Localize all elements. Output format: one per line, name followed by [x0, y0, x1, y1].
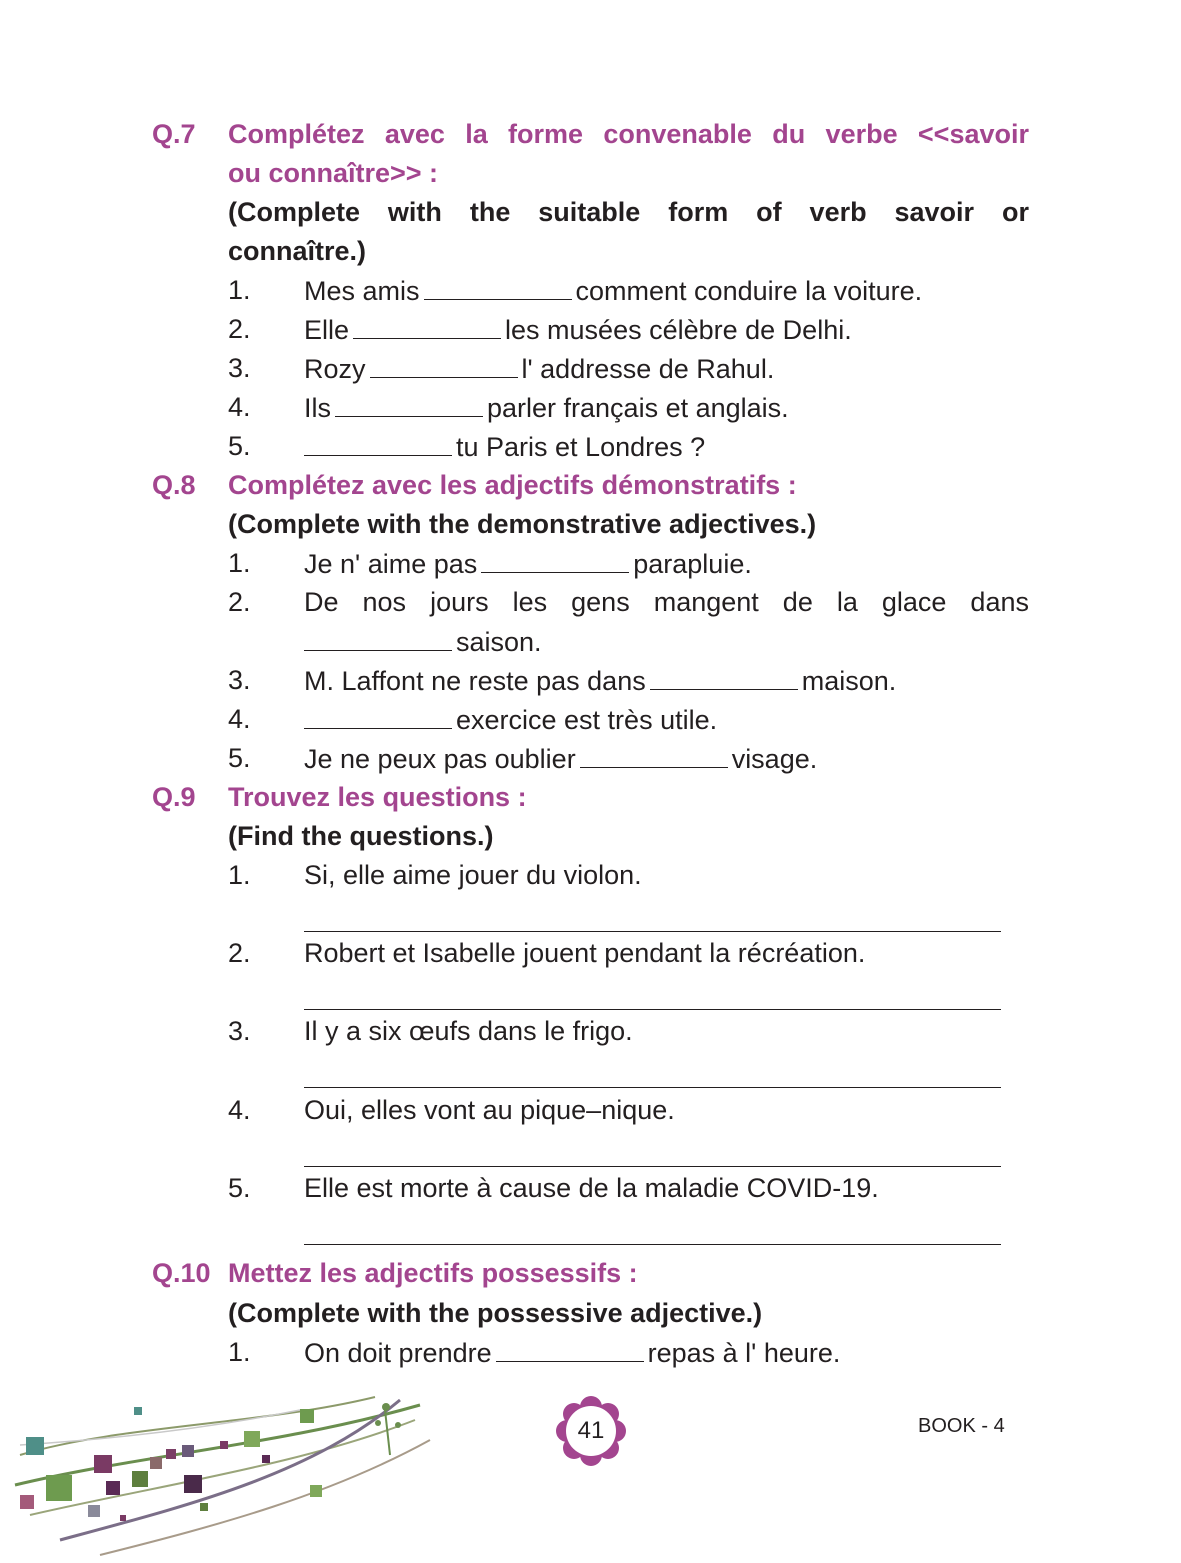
q8-item-3-after: maison.: [801, 666, 897, 696]
question-9-number: Q.9: [152, 782, 196, 812]
q10-item-1-number: 1.: [228, 1337, 251, 1367]
q7-item-3-number: 3.: [228, 353, 251, 383]
q10-item-1-before: On doit prendre: [304, 1338, 492, 1368]
q9-item-3-number: 3.: [228, 1016, 251, 1046]
q7-item-2: [304, 312, 852, 347]
q8-item-3-before: M. Laffont ne reste pas dans: [304, 666, 646, 696]
q8-item-5-blank[interactable]: [580, 741, 728, 768]
q8-item-1: [304, 546, 752, 581]
question-7-title-line2: ou connaître>> :: [228, 158, 439, 188]
question-8-title: Complétez avec les adjectifs démonstratifs :: [228, 470, 797, 500]
q8-item-5-before: Je ne peux pas oublier: [304, 744, 576, 774]
q7-item-5-after: tu Paris et Londres ?: [456, 432, 706, 462]
q9-item-3-answer-line[interactable]: [304, 1087, 1001, 1088]
q7-item-4-blank[interactable]: [335, 390, 483, 417]
q7-item-4-before: Ils: [304, 393, 331, 423]
question-7-title-line1: Complétez avec la forme convenable du verbe <<savoir: [228, 119, 1029, 149]
q8-item-3-blank[interactable]: [650, 663, 798, 690]
q9-item-4-text: Oui, elles vont au pique–nique.: [304, 1095, 675, 1125]
q8-item-4-number: 4.: [228, 704, 251, 734]
q7-item-1-number: 1.: [228, 275, 251, 305]
q8-item-3-number: 3.: [228, 665, 251, 695]
footer-decoration: [0, 1385, 440, 1563]
q8-item-2-number: 2.: [228, 587, 251, 617]
q7-item-1-before: Mes amis: [304, 276, 420, 306]
q7-item-1: [304, 273, 922, 308]
q9-item-1-number: 1.: [228, 860, 251, 890]
q9-item-3-text: Il y a six œufs dans le frigo.: [304, 1016, 633, 1046]
q9-item-5-text: Elle est morte à cause de la maladie COVID-19.: [304, 1173, 879, 1203]
q7-item-3-before: Rozy: [304, 354, 366, 384]
q8-item-5: [304, 741, 817, 776]
q7-item-4-after: parler français et anglais.: [487, 393, 789, 423]
q8-item-2-line2: [304, 624, 542, 659]
q7-item-5: [304, 429, 705, 464]
q9-item-4-answer-line[interactable]: [304, 1166, 1001, 1167]
q9-item-2-text: Robert et Isabelle jouent pendant la récréation.: [304, 938, 866, 968]
q7-item-2-after: les musées célèbre de Delhi.: [505, 315, 852, 345]
question-10-number: Q.10: [152, 1258, 211, 1288]
q8-item-5-number: 5.: [228, 743, 251, 773]
q8-item-1-before: Je n' aime pas: [304, 549, 478, 579]
q8-item-4-after: exercice est très utile.: [456, 705, 718, 735]
question-7-subtitle-line1: (Complete with the suitable form of verb savoir or: [228, 197, 1029, 227]
q10-item-1: [304, 1335, 840, 1370]
question-9-title: Trouvez les questions :: [228, 782, 527, 812]
q7-item-4-number: 4.: [228, 392, 251, 422]
q10-item-1-blank[interactable]: [496, 1335, 644, 1362]
question-8-subtitle: (Complete with the demonstrative adjectives.): [228, 509, 817, 539]
q7-item-2-before: Elle: [304, 315, 350, 345]
q7-item-1-blank[interactable]: [424, 273, 572, 300]
q7-item-3-after: l' addresse de Rahul.: [521, 354, 775, 384]
q9-item-4-number: 4.: [228, 1095, 251, 1125]
q9-item-5-answer-line[interactable]: [304, 1244, 1001, 1245]
q7-item-1-after: comment conduire la voiture.: [575, 276, 923, 306]
q8-item-4: [304, 702, 717, 737]
q7-item-2-number: 2.: [228, 314, 251, 344]
q7-item-3-blank[interactable]: [370, 351, 518, 378]
q7-item-3: [304, 351, 774, 386]
q8-item-3: [304, 663, 896, 698]
q9-item-1-answer-line[interactable]: [304, 931, 1001, 932]
q7-item-4: [304, 390, 789, 425]
q8-item-1-blank[interactable]: [481, 546, 629, 573]
q7-item-2-blank[interactable]: [353, 312, 501, 339]
q8-item-1-number: 1.: [228, 548, 251, 578]
question-10-title: Mettez les adjectifs possessifs :: [228, 1258, 638, 1288]
q8-item-1-after: parapluie.: [633, 549, 752, 579]
q7-item-5-number: 5.: [228, 431, 251, 461]
book-label: BOOK - 4: [918, 1415, 1005, 1437]
q8-item-2-after: saison.: [456, 627, 542, 657]
q9-item-2-number: 2.: [228, 938, 251, 968]
q9-item-2-answer-line[interactable]: [304, 1009, 1001, 1010]
page-number: 41: [577, 1417, 605, 1444]
q9-item-1-text: Si, elle aime jouer du violon.: [304, 860, 642, 890]
page-number-badge: [555, 1395, 627, 1467]
q8-item-2-line1: De nos jours les gens mangent de la glace dans: [304, 587, 1029, 617]
q9-item-5-number: 5.: [228, 1173, 251, 1203]
q7-item-5-blank[interactable]: [304, 429, 452, 456]
q8-item-5-after: visage.: [731, 744, 818, 774]
question-7-subtitle-line2: connaître.): [228, 236, 367, 266]
question-10-subtitle: (Complete with the possessive adjective.): [228, 1298, 763, 1328]
question-9-subtitle: (Find the questions.): [228, 821, 494, 851]
q10-item-1-after: repas à l' heure.: [647, 1338, 841, 1368]
q8-item-2-blank[interactable]: [304, 624, 452, 651]
question-7-number: Q.7: [152, 119, 196, 149]
q8-item-4-blank[interactable]: [304, 702, 452, 729]
question-8-number: Q.8: [152, 470, 196, 500]
